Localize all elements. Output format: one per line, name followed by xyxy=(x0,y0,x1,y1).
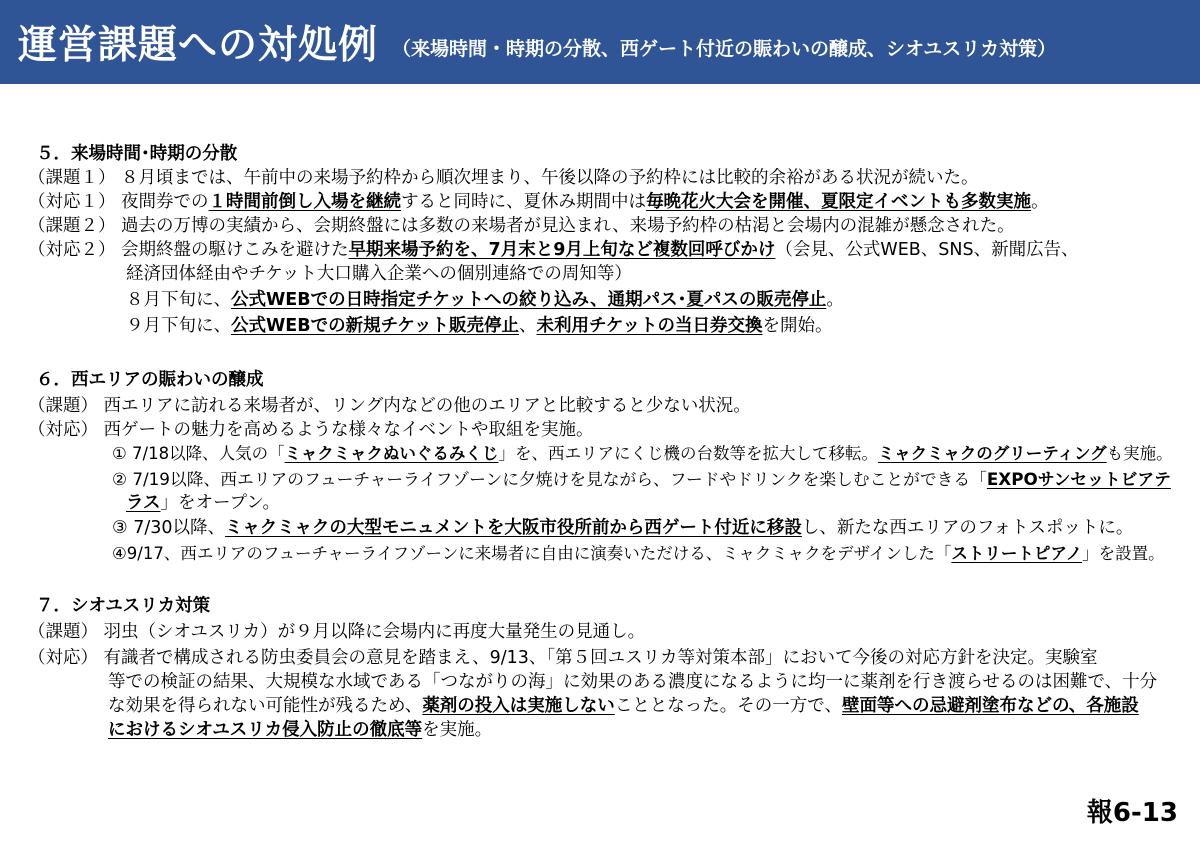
section-5-heading: ５．来場時間･時期の分散 xyxy=(36,144,238,164)
section-7-issue xyxy=(28,620,645,644)
text: （課題） 羽虫（シオユスリカ）が９月以降に会場内に再度大量発生の見通し。 xyxy=(28,622,646,642)
text: 等での検証の結果、大規模な水域である「つながりの海」に効果のある濃度になるように均一に薬剤を行き渡らせるのは困難で、十分 xyxy=(108,672,1158,692)
text: こととなった。その一方で、 xyxy=(614,696,842,716)
section-6-item-1 xyxy=(112,442,1173,466)
emphasis: ミャクミャクのグリーティング xyxy=(877,444,1107,463)
emphasis: ラス xyxy=(126,493,161,513)
title-bar xyxy=(0,0,1200,84)
section-7-heading: ７．シオユスリカ対策 xyxy=(36,596,211,616)
text: 経済団体経由やチケット大口購入企業への個別連絡での周知等） xyxy=(126,264,632,284)
text: ８月下旬に、 xyxy=(126,290,231,310)
emphasis: 毎晩花火大会を開催、夏限定イベントも多数実施 xyxy=(646,192,1032,212)
section-6-item-3 xyxy=(112,516,1133,540)
section-6-heading: ６．西エリアの賑わいの醸成 xyxy=(36,370,264,390)
section-6-item-4 xyxy=(112,542,1165,566)
emphasis: ミャクミャクぬいぐるみくじ xyxy=(284,444,499,463)
emphasis: 早期来場予約を、7月末と9月上旬など複数回呼びかけ xyxy=(348,240,776,260)
text: ② 7/19以降、西エリアのフューチャーライフゾーンに夕焼けを見ながら、フードやドリンクを楽しむことができる「 xyxy=(112,469,987,489)
text: 。 xyxy=(826,290,844,310)
text: を実施。 xyxy=(422,720,493,740)
text: を開始。 xyxy=(762,316,833,336)
emphasis: 壁面等への忌避剤塗布などの、各施設 xyxy=(841,696,1139,716)
text: （対応） 西ゲートの魅力を高めるような様々なイベントや取組を実施。 xyxy=(28,420,594,440)
emphasis: ストリートピアノ xyxy=(951,544,1083,563)
text: （課題２） 過去の万博の実績から、会期終盤には多数の来場者が見込まれ、来場予約枠の枯渇と会場内の混雑が懸念された。 xyxy=(28,216,1015,236)
section-5-action-2 xyxy=(28,238,1079,262)
page-title: 運営課題への対処例 xyxy=(18,23,379,68)
section-5-action-2-sep xyxy=(126,314,832,338)
text: 」をオープン。 xyxy=(160,493,281,513)
text: （会見、公式WEB、SNS、新聞広告、 xyxy=(775,240,1079,260)
text: ③ 7/30以降、 xyxy=(112,518,226,538)
section-5-action-2-cont xyxy=(126,262,632,286)
text: 」を設置。 xyxy=(1082,544,1165,563)
section-7-action-cont-1 xyxy=(108,670,1157,694)
section-5-action-1 xyxy=(28,190,1049,214)
page-number: 報6-13 xyxy=(1086,798,1178,828)
emphasis: 公式WEBでの新規チケット販売停止 xyxy=(231,316,520,336)
emphasis: 薬剤の投入は実施しない xyxy=(422,696,615,716)
section-5-action-2-aug xyxy=(126,288,844,312)
emphasis: 公式WEBでの日時指定チケットへの絞り込み、通期パス･夏パスの販売停止 xyxy=(231,290,827,310)
text: 。 xyxy=(1031,192,1049,212)
section-6-item-2-cont xyxy=(126,491,280,515)
section-6-item-2 xyxy=(112,467,1171,491)
text: 」を、西エリアにくじ機の台数等を拡大して移転。 xyxy=(498,444,878,463)
page-subtitle: （来場時間・時期の分散、西ゲート付近の賑わいの醸成、シオユスリカ対策） xyxy=(392,37,1057,60)
text: ① 7/18以降、人気の「 xyxy=(112,444,285,463)
text: すると同時に、夏休み期間中は xyxy=(401,192,647,212)
text: し、新たな西エリアのフォトスポットに。 xyxy=(801,518,1134,538)
emphasis: EXPOサンセットビアテ xyxy=(986,469,1171,489)
section-6-action xyxy=(28,418,594,442)
text: （対応２） 会期終盤の駆けこみを避けた xyxy=(28,240,349,260)
text: （対応） 有識者で構成される防虫委員会の意見を踏まえ、9/13、「第５回ユスリカ等対策本部」において今後の対応方針を決定。実験室 xyxy=(28,648,1098,668)
emphasis: におけるシオユスリカ侵入防止の徹底等 xyxy=(108,720,423,740)
section-6-issue xyxy=(28,394,751,418)
emphasis: １時間前倒し入場を継続 xyxy=(208,192,402,212)
text: 、 xyxy=(519,316,537,336)
section-7-action-cont-3 xyxy=(108,718,492,742)
text: （課題１） ８月頃までは、午前中の来場予約枠から順次埋まり、午後以降の予約枠には比較的余裕がある状況が続いた。 xyxy=(28,168,979,188)
emphasis: 未利用チケットの当日券交換 xyxy=(536,316,763,336)
section-7-action-cont-2 xyxy=(108,694,1139,718)
text: （課題） 西エリアに訪れる来場者が、リング内などの他のエリアと比較すると少ない状況。 xyxy=(28,396,751,416)
section-5-issue-2 xyxy=(28,214,1015,238)
emphasis: ミャクミャクの大型モニュメントを大阪市役所前から西ゲート付近に移設 xyxy=(225,518,802,538)
section-5-issue-1 xyxy=(28,166,979,190)
text: な効果を得られない可能性が残るため、 xyxy=(108,696,423,716)
text: ９月下旬に、 xyxy=(126,316,231,336)
text: （対応１） 夜間券での xyxy=(28,192,209,212)
text: ④9/17、西エリアのフューチャーライフゾーンに来場者に自由に演奏いただける、ミャクミャクをデザインした「 xyxy=(112,544,952,563)
section-7-action xyxy=(28,646,1097,670)
text: も実施。 xyxy=(1106,444,1173,463)
